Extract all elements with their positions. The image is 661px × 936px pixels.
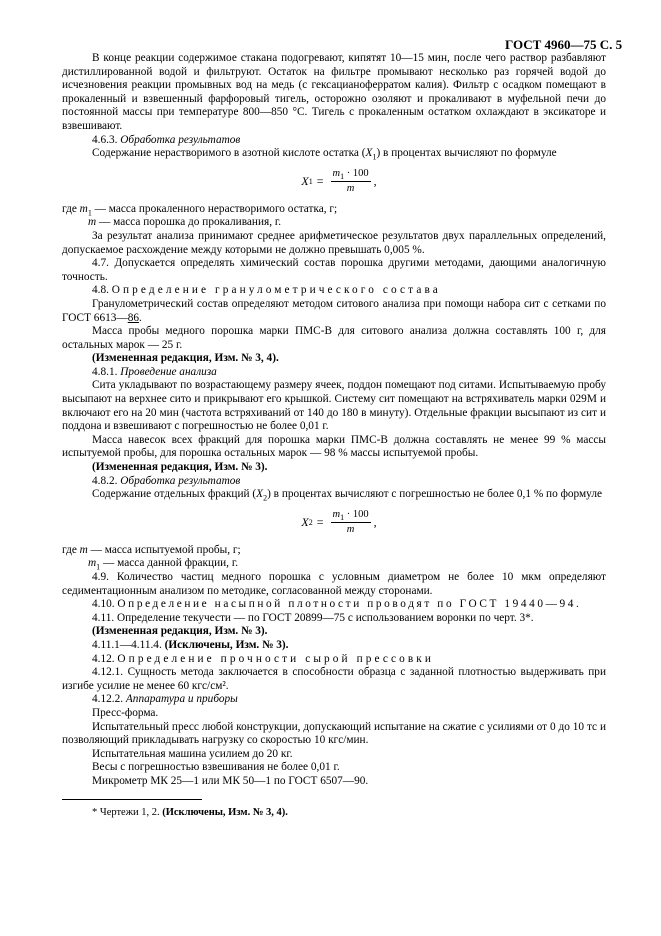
section-4-12-2-heading [62,693,606,707]
symbol-sub: 1 [372,152,377,162]
footnote-divider [62,799,202,800]
symbol-sub: 1 [87,208,92,217]
num-symbol: m [332,168,341,180]
section-4-12-heading [62,653,606,667]
section-title: Обработка результатов [120,474,241,487]
amendment-note: (Измененная редакция, Изм. № 3, 4). [92,352,279,365]
text-fragment: Гранулометрический состав определяют методом ситового анализа при помощи набора сит с сетками по ГОСТ 6613— [62,297,606,324]
symbol-x: X [365,147,373,160]
section-number: 4.8.1. [92,365,118,378]
section-title: Определение насыпной плотности проводят по ГОСТ 19440—94. [117,598,582,611]
section-title: Аппаратура и приборы [125,693,238,706]
text-fragment: ) в процентах вычисляют с погрешностью не более 0,1 % по формуле [267,488,602,501]
text-fragment: — масса испытуемой пробы, г; [87,543,241,556]
formula-fraction [331,509,371,536]
text-fragment: 86 [127,311,139,324]
text-fragment: — масса данной фракции, г. [100,557,239,570]
item-micrometer: Микрометр МК 25—1 или МК 50—1 по ГОСТ 6507—90. [92,774,369,787]
text-fragment: Содержание нерастворимого в азотной кислоте остатка ( [92,147,366,160]
footnote [62,806,606,820]
paragraph-fraction-content [62,488,606,502]
symbol-sub: 1 [96,562,101,572]
text-fragment: 4.11.1—4.11.4. [92,638,165,651]
page-header: ГОСТ 4960—75 С. 5 [505,37,623,52]
text-fragment: Содержание отдельных фракций ( [92,488,257,501]
symbol-m: m [88,557,97,570]
text-fragment: где [62,202,80,215]
num-sub: 1 [340,172,345,182]
section-number: 4.6.3. [92,133,118,146]
formula-numerator [331,509,371,523]
paragraph-granulometric [62,298,606,325]
paragraph-4-9: 4.9. Количество частиц медного порошка с условным диаметром не более 10 мкм определяют седиментационным анализом по методике, согласованной между сторонами. [62,571,606,597]
footnote-amendment: (Исключены, Изм. № 3, 4). [162,806,288,818]
num-symbol: m [332,509,341,521]
symbol-x: X [256,488,264,501]
symbol-m: m [79,543,88,556]
section-4-10-heading [62,598,606,612]
paragraph-4-12-1: 4.12.1. Сущность метода заключается в способности образца с заданной плотностью выдерживать при изгибе усилие не менее 60 кгс/см². [62,666,606,692]
formula-lhs: X [301,515,309,530]
item-scales: Весы с погрешностью взвешивания не более 0,01 г. [92,761,340,774]
section-title: Обработка результатов [120,133,241,146]
section-number: 4.12.2. [92,693,124,706]
item-test-machine: Испытательная машина усилием до 20 кг. [92,747,293,760]
footnote-text: * Чертежи 1, 2. [92,806,163,818]
formula-lhs: X [301,173,309,188]
amendment-note: (Измененная редакция, Изм. № 3). [92,625,268,638]
formula-comma: , [373,173,377,188]
formula-x1: X 1 = $\frac{m_1 \cdot 100}{m}$ , [301,168,377,195]
paragraph-4-7: 4.7. Допускается определять химический состав порошка другими методами, дающими аналогичную точность. [62,257,606,283]
item-test-press: Испытательный пресс любой конструкции, допускающий испытание на сжатие с усилиями от 0 до 10 тс и позволяющий прикладывать нагрузку со скоростью 10 кгс/мин. [62,720,606,747]
formula-comma: , [373,515,377,530]
section-4-8-2-heading [62,475,606,489]
num-rest: · 100 [344,168,369,180]
section-title: Проведение анализа [120,365,217,378]
formula-denominator: m [346,524,355,536]
section-number: 4.10. [92,598,115,611]
paragraph-fraction-mass: Масса навесок всех фракций для порошка марки ПМС-В должна составлять не менее 99 % массы испытуемой пробы, для порошка остальных марок — 98 % массы испытуемой пробы. [62,433,606,460]
definition-m1-fraction [62,557,606,571]
text-fragment: — масса прокаленного нерастворимого остатка, г; [91,202,338,215]
num-sub: 1 [340,513,345,523]
text-fragment: где [62,543,80,556]
definition-m1 [62,203,606,217]
paragraph-sieve-procedure: Сита укладывают по возрастающему размеру ячеек, поддон помещают под ситами. Испытываемую пробу высыпают на верхнее сито и прикрывают его крышкой. Систему сит помещают на встряхиватель марки 029М и включают его на 20 мин (частота встряхиваний от 140 до 180 в минуту). Отдельные фракции высыпают из сит и поддона и взвешивают с погрешностью не более 0,01 г. [62,379,606,433]
paragraph-sample-mass: Масса пробы медного порошка марки ПМС-В для ситового анализа должна составлять 100 г, для остальных марок — 25 г. [62,325,606,351]
paragraph-4-11: 4.11. Определение текучести — по ГОСТ 20899—75 с использованием воронки по черт. 3*. [92,611,534,624]
section-4-8-1-heading [62,366,606,380]
formula-numerator [331,168,371,182]
paragraph-reaction: В конце реакции содержимое стакана подогревают, кипятят 10—15 мин, после чего раствор разбавляют дистиллированной водой и фильтруют. Остаток на фильтре промывают несколько раз горячей водой до исчезновения реакции промывных вод на медь (с гексацианоферратом калия). Фильтр с осадком помещают в прокаленный и взвешенный фарфоровый тигель, осторожно озоляют и прокаливают в муфельной печи до постоянной массы при температуре 800—850 °С. Тигель с прокаленным остатком охлаждают в эксикаторе и взвешивают. [62,52,606,132]
formula-equals: = [316,515,324,530]
section-number: 4.12. [92,652,115,665]
text-fragment: . [139,311,142,324]
formula-denominator: m [346,183,355,195]
paragraph-insoluble-content [62,147,606,161]
definition-m [62,216,606,230]
item-press-form: Пресс-форма. [92,706,159,719]
section-4-6-3-heading [62,134,606,148]
amendment-note: (Измененная редакция, Изм. № 3). [92,461,268,474]
formula-fraction [331,168,371,195]
section-number: 4.8. [92,284,109,297]
paragraph-4-11-1 [62,639,606,653]
amendment-note: (Исключены, Изм. № 3). [164,638,289,651]
text-fragment: ) в процентах вычисляют по формуле [376,147,557,160]
section-4-8-heading [62,284,606,298]
formula-equals: = [316,173,324,188]
formula-x2: X 2 = $\frac{m_1 \cdot 100}{m}$ , [301,509,377,536]
section-number: 4.8.2. [92,474,118,487]
section-title: Определение прочности сырой прессовки [117,652,435,665]
symbol-m: m [79,202,88,215]
section-title: Определение гранулометрического состава [111,284,441,297]
text-fragment: — масса порошка до прокаливания, г. [96,216,282,229]
symbol-m: m [88,216,97,229]
definition-m-sample [62,544,606,558]
num-rest: · 100 [344,509,369,521]
paragraph-result: За результат анализа принимают среднее арифметическое результатов двух параллельных определений, допускаемое расхождение между которыми не должно превышать 0,005 %. [62,229,606,256]
document-body [62,52,606,819]
symbol-sub: 2 [263,493,268,503]
